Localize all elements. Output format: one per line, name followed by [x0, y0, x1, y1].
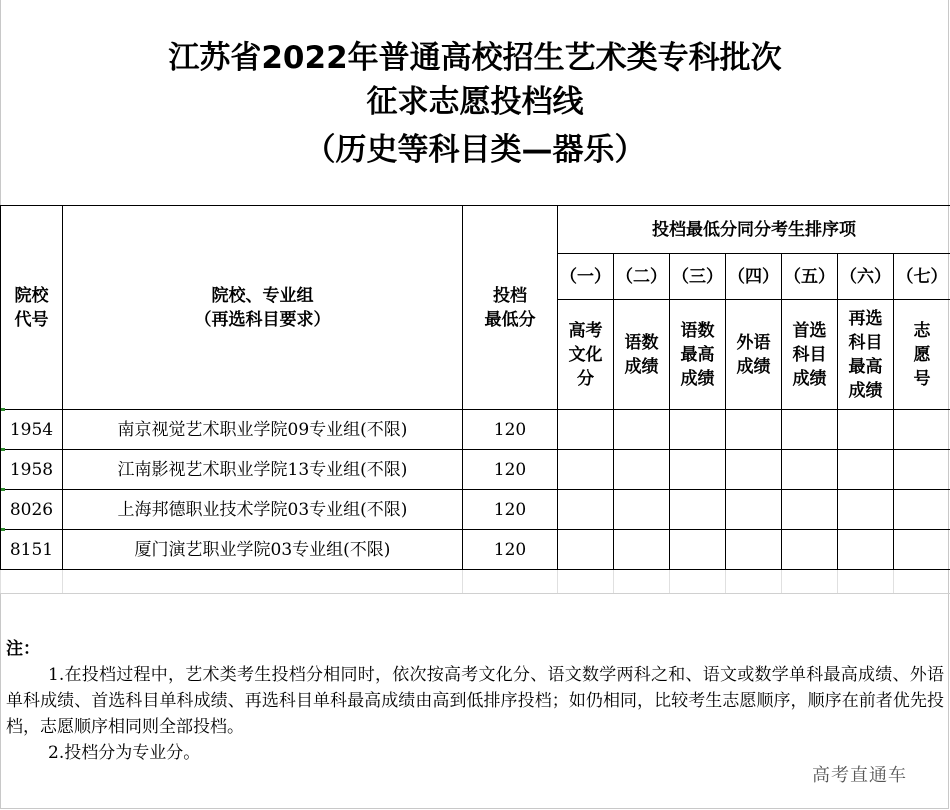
- rank-label-1: 高考 文化 分: [558, 300, 614, 410]
- cell-marker: [1, 408, 5, 411]
- rank-cell: [614, 410, 670, 450]
- rank-cell: [782, 530, 838, 570]
- row-code: 1954: [1, 410, 63, 450]
- rank-label-7: 志 愿 号: [894, 300, 950, 410]
- watermark: 高考直通车: [812, 765, 907, 786]
- rank-cell: [614, 530, 670, 570]
- header-school: 院校、专业组 （再选科目要求）: [63, 206, 463, 410]
- header-code: 院校 代号: [1, 206, 63, 410]
- header-rank-group: 投档最低分同分考生排序项: [558, 206, 950, 254]
- rank-cell: [558, 530, 614, 570]
- rank-label-3: 语数 最高 成绩: [670, 300, 726, 410]
- row-school: 江南影视艺术职业学院13专业组(不限): [63, 450, 463, 490]
- rank-cell: [838, 410, 894, 450]
- note-item-2: 2.投档分为专业分。: [48, 743, 201, 763]
- rank-cell: [894, 530, 950, 570]
- table-row: [1, 410, 950, 450]
- rank-num-2: （二）: [614, 254, 670, 300]
- rank-cell: [838, 490, 894, 530]
- note-item-1: 1.在投档过程中，艺术类考生投档分相同时，依次按高考文化分、语文数学两科之和、语文或数学单科最高成绩、外语单科成绩、首选科目单科成绩、再选科目单科最高成绩由高到低排序投档；如仍相同，比较考生志愿顺序，顺序在前者优先投档，志愿顺序相同则全部投档。: [6, 665, 944, 737]
- rank-num-7: （七）: [894, 254, 950, 300]
- rank-label-2: 语数 成绩: [614, 300, 670, 410]
- divider: [0, 593, 950, 594]
- rank-cell: [558, 490, 614, 530]
- blank-row: [1, 570, 950, 594]
- row-school: 上海邦德职业技术学院03专业组(不限): [63, 490, 463, 530]
- rank-cell: [782, 410, 838, 450]
- cell-marker: [1, 528, 5, 531]
- rank-cell: [558, 450, 614, 490]
- table-row: [1, 490, 950, 530]
- rank-cell: [726, 410, 782, 450]
- row-school: 厦门演艺职业学院03专业组(不限): [63, 530, 463, 570]
- rank-cell: [614, 490, 670, 530]
- table-row: [1, 530, 950, 570]
- rank-cell: [894, 450, 950, 490]
- table-row: [1, 450, 950, 490]
- row-score: 120: [463, 530, 558, 570]
- row-score: 120: [463, 450, 558, 490]
- rank-cell: [726, 450, 782, 490]
- rank-cell: [726, 530, 782, 570]
- rank-num-1: （一）: [558, 254, 614, 300]
- rank-cell: [782, 490, 838, 530]
- rank-cell: [726, 490, 782, 530]
- rank-num-4: （四）: [726, 254, 782, 300]
- header-min-score: 投档 最低分: [463, 206, 558, 410]
- rank-num-3: （三）: [670, 254, 726, 300]
- title-line-2: 征求志愿投档线: [366, 84, 584, 120]
- rank-cell: [670, 490, 726, 530]
- rank-cell: [894, 490, 950, 530]
- rank-label-5: 首选 科目 成绩: [782, 300, 838, 410]
- cell-marker: [1, 448, 5, 451]
- row-code: 8026: [1, 490, 63, 530]
- rank-cell: [894, 410, 950, 450]
- title-line-1: 江苏省2022年普通高校招生艺术类专科批次: [168, 40, 782, 76]
- rank-cell: [782, 450, 838, 490]
- rank-cell: [838, 530, 894, 570]
- rank-label-6: 再选 科目 最高 成绩: [838, 300, 894, 410]
- document-title: [0, 36, 950, 172]
- rank-cell: [838, 450, 894, 490]
- rank-cell: [614, 450, 670, 490]
- rank-cell: [670, 530, 726, 570]
- notes-heading: 注：: [6, 639, 40, 659]
- row-code: 1958: [1, 450, 63, 490]
- title-line-3: （历史等科目类—器乐）: [304, 132, 646, 168]
- row-score: 120: [463, 410, 558, 450]
- rank-num-5: （五）: [782, 254, 838, 300]
- rank-cell: [558, 410, 614, 450]
- row-code: 8151: [1, 530, 63, 570]
- row-score: 120: [463, 490, 558, 530]
- rank-cell: [670, 410, 726, 450]
- cell-marker: [1, 488, 5, 491]
- admission-score-table: [0, 205, 950, 594]
- rank-cell: [670, 450, 726, 490]
- rank-num-6: （六）: [838, 254, 894, 300]
- rank-label-4: 外语 成绩: [726, 300, 782, 410]
- row-school: 南京视觉艺术职业学院09专业组(不限): [63, 410, 463, 450]
